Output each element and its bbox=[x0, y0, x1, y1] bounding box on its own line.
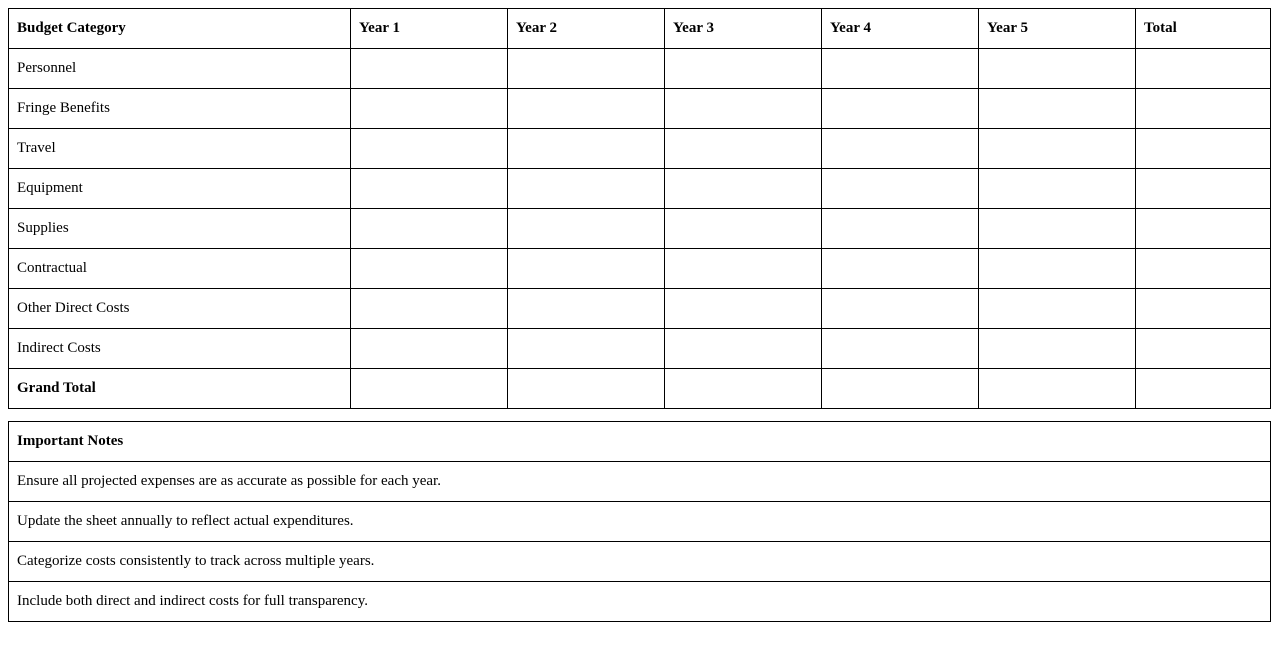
cell-grand-total-year-2[interactable] bbox=[508, 369, 665, 409]
cell-other-direct-costs-year-2[interactable] bbox=[508, 289, 665, 329]
cell-indirect-costs-year-1[interactable] bbox=[351, 329, 508, 369]
cell-supplies-year-4[interactable] bbox=[822, 209, 979, 249]
row-label-supplies: Supplies bbox=[9, 209, 351, 249]
cell-fringe-benefits-year-1[interactable] bbox=[351, 89, 508, 129]
table-row bbox=[9, 209, 1271, 249]
row-label-personnel: Personnel bbox=[9, 49, 351, 89]
cell-equipment-year-2[interactable] bbox=[508, 169, 665, 209]
cell-personnel-year-1[interactable] bbox=[351, 49, 508, 89]
column-header-year-3: Year 3 bbox=[665, 9, 822, 49]
table-row bbox=[9, 369, 1271, 409]
cell-personnel-total[interactable] bbox=[1136, 49, 1271, 89]
column-header-year-4: Year 4 bbox=[822, 9, 979, 49]
list-item bbox=[9, 542, 1271, 582]
cell-supplies-year-2[interactable] bbox=[508, 209, 665, 249]
cell-equipment-year-4[interactable] bbox=[822, 169, 979, 209]
cell-travel-year-2[interactable] bbox=[508, 129, 665, 169]
cell-travel-year-1[interactable] bbox=[351, 129, 508, 169]
list-item bbox=[9, 582, 1271, 622]
notes-header-row bbox=[9, 422, 1271, 462]
table-row bbox=[9, 129, 1271, 169]
row-label-grand-total: Grand Total bbox=[9, 369, 351, 409]
cell-contractual-year-3[interactable] bbox=[665, 249, 822, 289]
note-text: Include both direct and indirect costs for full transparency. bbox=[9, 582, 1271, 622]
cell-personnel-year-4[interactable] bbox=[822, 49, 979, 89]
cell-equipment-year-1[interactable] bbox=[351, 169, 508, 209]
cell-personnel-year-5[interactable] bbox=[979, 49, 1136, 89]
cell-equipment-year-5[interactable] bbox=[979, 169, 1136, 209]
cell-grand-total-year-4[interactable] bbox=[822, 369, 979, 409]
note-text: Update the sheet annually to reflect actual expenditures. bbox=[9, 502, 1271, 542]
notes-header-label: Important Notes bbox=[9, 422, 1271, 462]
cell-other-direct-costs-total[interactable] bbox=[1136, 289, 1271, 329]
cell-supplies-year-1[interactable] bbox=[351, 209, 508, 249]
budget-table bbox=[8, 8, 1271, 409]
cell-indirect-costs-year-3[interactable] bbox=[665, 329, 822, 369]
cell-personnel-year-2[interactable] bbox=[508, 49, 665, 89]
cell-travel-total[interactable] bbox=[1136, 129, 1271, 169]
cell-other-direct-costs-year-3[interactable] bbox=[665, 289, 822, 329]
cell-equipment-year-3[interactable] bbox=[665, 169, 822, 209]
table-row bbox=[9, 89, 1271, 129]
cell-indirect-costs-year-2[interactable] bbox=[508, 329, 665, 369]
cell-grand-total-year-1[interactable] bbox=[351, 369, 508, 409]
table-row bbox=[9, 249, 1271, 289]
table-spacer bbox=[8, 409, 1270, 421]
cell-travel-year-5[interactable] bbox=[979, 129, 1136, 169]
cell-contractual-year-4[interactable] bbox=[822, 249, 979, 289]
row-label-indirect-costs: Indirect Costs bbox=[9, 329, 351, 369]
cell-supplies-year-3[interactable] bbox=[665, 209, 822, 249]
cell-fringe-benefits-total[interactable] bbox=[1136, 89, 1271, 129]
row-label-travel: Travel bbox=[9, 129, 351, 169]
column-header-total: Total bbox=[1136, 9, 1271, 49]
row-label-other-direct-costs: Other Direct Costs bbox=[9, 289, 351, 329]
cell-fringe-benefits-year-5[interactable] bbox=[979, 89, 1136, 129]
cell-grand-total-year-3[interactable] bbox=[665, 369, 822, 409]
cell-grand-total-year-5[interactable] bbox=[979, 369, 1136, 409]
cell-travel-year-4[interactable] bbox=[822, 129, 979, 169]
cell-fringe-benefits-year-2[interactable] bbox=[508, 89, 665, 129]
cell-supplies-year-5[interactable] bbox=[979, 209, 1136, 249]
cell-travel-year-3[interactable] bbox=[665, 129, 822, 169]
cell-contractual-total[interactable] bbox=[1136, 249, 1271, 289]
cell-equipment-total[interactable] bbox=[1136, 169, 1271, 209]
budget-table-header-row bbox=[9, 9, 1271, 49]
note-text: Ensure all projected expenses are as accurate as possible for each year. bbox=[9, 462, 1271, 502]
cell-indirect-costs-year-4[interactable] bbox=[822, 329, 979, 369]
note-text: Categorize costs consistently to track across multiple years. bbox=[9, 542, 1271, 582]
cell-supplies-total[interactable] bbox=[1136, 209, 1271, 249]
list-item bbox=[9, 462, 1271, 502]
row-label-equipment: Equipment bbox=[9, 169, 351, 209]
table-row bbox=[9, 49, 1271, 89]
table-row bbox=[9, 289, 1271, 329]
cell-contractual-year-2[interactable] bbox=[508, 249, 665, 289]
column-header-year-1: Year 1 bbox=[351, 9, 508, 49]
cell-other-direct-costs-year-1[interactable] bbox=[351, 289, 508, 329]
column-header-budget-category: Budget Category bbox=[9, 9, 351, 49]
row-label-fringe-benefits: Fringe Benefits bbox=[9, 89, 351, 129]
table-row bbox=[9, 169, 1271, 209]
cell-contractual-year-1[interactable] bbox=[351, 249, 508, 289]
cell-grand-total-total[interactable] bbox=[1136, 369, 1271, 409]
cell-contractual-year-5[interactable] bbox=[979, 249, 1136, 289]
cell-indirect-costs-total[interactable] bbox=[1136, 329, 1271, 369]
cell-fringe-benefits-year-4[interactable] bbox=[822, 89, 979, 129]
column-header-year-5: Year 5 bbox=[979, 9, 1136, 49]
cell-fringe-benefits-year-3[interactable] bbox=[665, 89, 822, 129]
important-notes-table bbox=[8, 421, 1271, 622]
list-item bbox=[9, 502, 1271, 542]
table-row bbox=[9, 329, 1271, 369]
column-header-year-2: Year 2 bbox=[508, 9, 665, 49]
row-label-contractual: Contractual bbox=[9, 249, 351, 289]
cell-other-direct-costs-year-5[interactable] bbox=[979, 289, 1136, 329]
cell-personnel-year-3[interactable] bbox=[665, 49, 822, 89]
cell-other-direct-costs-year-4[interactable] bbox=[822, 289, 979, 329]
cell-indirect-costs-year-5[interactable] bbox=[979, 329, 1136, 369]
